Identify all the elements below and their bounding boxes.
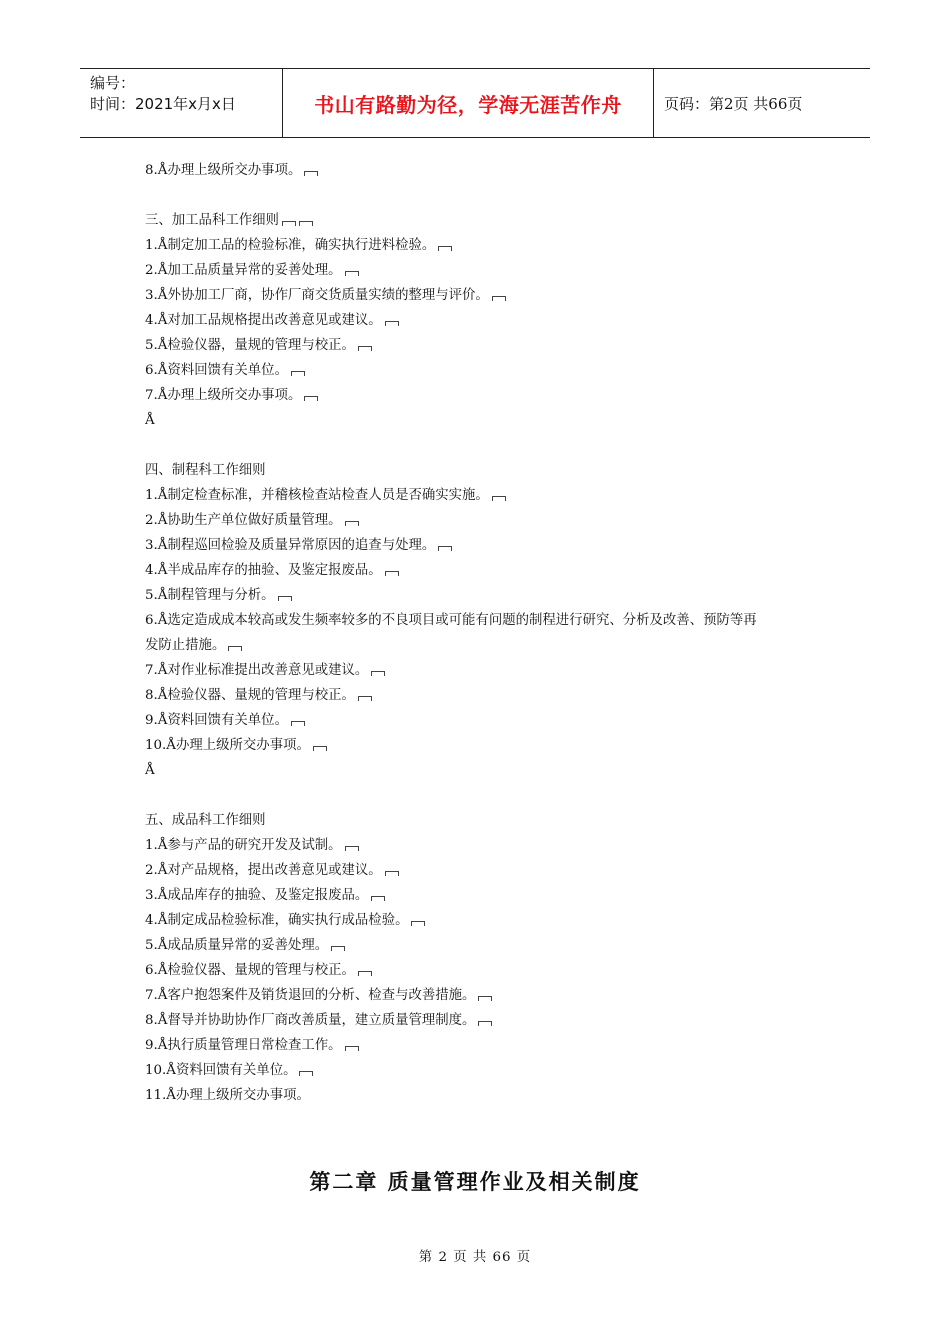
- paragraph-mark-icon: [438, 546, 452, 551]
- serial-number-label: 编号：: [90, 74, 136, 92]
- paragraph-mark-icon: [371, 896, 385, 901]
- line-text: 三、加工品科工作细则: [145, 213, 279, 228]
- line-text: 6.Å检验仪器、量规的管理与校正。: [145, 963, 355, 978]
- paragraph-line: [145, 358, 815, 383]
- paragraph-mark-icon: [385, 871, 399, 876]
- paragraph-mark-icon: [313, 746, 327, 751]
- paragraph-mark-icon: [371, 671, 385, 676]
- line-text: 4.Å对加工品规格提出改善意见或建议。: [145, 313, 382, 328]
- line-text: 4.Å制定成品检验标准，确实执行成品检验。: [145, 913, 409, 928]
- paragraph-mark-icon: [358, 971, 372, 976]
- line-text: 3.Å成品库存的抽验、及鉴定报废品。: [145, 888, 369, 903]
- paragraph-line: [145, 383, 815, 408]
- paragraph-line: [145, 633, 815, 658]
- paragraph-line: [145, 208, 815, 233]
- paragraph-line: [145, 608, 815, 633]
- paragraph-mark-icon: [291, 371, 305, 376]
- header-meta: [80, 69, 282, 137]
- blank-line: [145, 433, 815, 458]
- paragraph-line: [145, 533, 815, 558]
- paragraph-line: [145, 1008, 815, 1033]
- line-text: 10.Å资料回馈有关单位。: [145, 1063, 297, 1078]
- line-text: 2.Å对产品规格，提出改善意见或建议。: [145, 863, 382, 878]
- paragraph-line: [145, 908, 815, 933]
- chapter-title: 第二章 质量管理作业及相关制度: [309, 1170, 641, 1194]
- paragraph-mark-icon: [304, 171, 318, 176]
- line-text: Å: [145, 763, 155, 778]
- paragraph-mark-icon: [478, 1021, 492, 1026]
- paragraph-mark-icon: [345, 271, 359, 276]
- date-label: 时间：2021年x月x日: [90, 95, 236, 113]
- paragraph-line: [145, 833, 815, 858]
- paragraph-line: [145, 483, 815, 508]
- paragraph-line: [145, 308, 815, 333]
- paragraph-line: [145, 1033, 815, 1058]
- paragraph-mark-icon: [291, 721, 305, 726]
- paragraph-line: [145, 558, 815, 583]
- line-text: 10.Å办理上级所交办事项。: [145, 738, 310, 753]
- paragraph-mark-icon: [385, 571, 399, 576]
- paragraph-line: [145, 1083, 815, 1108]
- line-text: 1.Å制定检查标准，并稽核检查站检查人员是否确实实施。: [145, 488, 489, 503]
- line-text: 1.Å参与产品的研究开发及试制。: [145, 838, 342, 853]
- line-text: 7.Å客户抱怨案件及销货退回的分析、检查与改善措施。: [145, 988, 476, 1003]
- paragraph-line: [145, 583, 815, 608]
- paragraph-line: [145, 933, 815, 958]
- paragraph-line: [145, 983, 815, 1008]
- paragraph-line: [145, 408, 815, 433]
- line-text: 5.Å检验仪器，量规的管理与校正。: [145, 338, 355, 353]
- paragraph-line: [145, 758, 815, 783]
- paragraph-line: [145, 283, 815, 308]
- paragraph-mark-icon: [411, 921, 425, 926]
- blank-line: [145, 183, 815, 208]
- line-text: 4.Å半成品库存的抽验、及鉴定报废品。: [145, 563, 382, 578]
- paragraph-mark-icon: [492, 496, 506, 501]
- paragraph-line: [145, 233, 815, 258]
- line-text: 2.Å加工品质量异常的妥善处理。: [145, 263, 342, 278]
- page-header: [80, 68, 870, 138]
- paragraph-mark-icon: [478, 996, 492, 1001]
- paragraph-line: [145, 808, 815, 833]
- paragraph-mark-icon: [299, 1071, 313, 1076]
- paragraph-mark-icon: [345, 521, 359, 526]
- paragraph-line: [145, 458, 815, 483]
- line-text: 9.Å执行质量管理日常检查工作。: [145, 1038, 342, 1053]
- line-text: 6.Å资料回馈有关单位。: [145, 363, 288, 378]
- line-text: 6.Å选定造成成本较高或发生频率较多的不良项目或可能有问题的制程进行研究、分析及改善、预防等再: [145, 613, 757, 628]
- document-body: [145, 158, 815, 1108]
- paragraph-line: [145, 658, 815, 683]
- line-text: 7.Å对作业标准提出改善意见或建议。: [145, 663, 369, 678]
- paragraph-mark-icon: [228, 646, 242, 651]
- line-text: 8.Å检验仪器、量规的管理与校正。: [145, 688, 355, 703]
- line-text: 11.Å办理上级所交办事项。: [145, 1088, 310, 1103]
- paragraph-mark-icon: [278, 596, 292, 601]
- line-text: 3.Å外协加工厂商，协作厂商交货质量实绩的整理与评价。: [145, 288, 489, 303]
- paragraph-line: [145, 708, 815, 733]
- paragraph-line: [145, 883, 815, 908]
- paragraph-mark-icon: [345, 846, 359, 851]
- paragraph-line: [145, 333, 815, 358]
- paragraph-mark-icon: [345, 1046, 359, 1051]
- line-text: 1.Å制定加工品的检验标准，确实执行进料检验。: [145, 238, 436, 253]
- line-text: 五、成品科工作细则: [145, 813, 266, 828]
- paragraph-mark-icon: [304, 396, 318, 401]
- line-text: 2.Å协助生产单位做好质量管理。: [145, 513, 342, 528]
- line-text: 7.Å办理上级所交办事项。: [145, 388, 302, 403]
- page-footer: 第 2 页 共 66 页: [418, 1250, 532, 1265]
- paragraph-mark-icon: [358, 346, 372, 351]
- paragraph-line: [145, 1058, 815, 1083]
- paragraph-mark-icon: [299, 221, 313, 226]
- paragraph-mark-icon: [331, 946, 345, 951]
- header-page-info: 页码：第2页 共66页: [664, 94, 803, 113]
- line-text: 5.Å成品质量异常的妥善处理。: [145, 938, 329, 953]
- paragraph-mark-icon: [282, 221, 296, 226]
- paragraph-line: [145, 858, 815, 883]
- line-text: 发防止措施。: [145, 638, 226, 653]
- paragraph-mark-icon: [438, 246, 452, 251]
- paragraph-mark-icon: [358, 696, 372, 701]
- line-text: 3.Å制程巡回检验及质量异常原因的追查与处理。: [145, 538, 436, 553]
- line-text: 8.Å办理上级所交办事项。: [145, 163, 302, 178]
- paragraph-line: [145, 958, 815, 983]
- line-text: 四、制程科工作细则: [145, 463, 266, 478]
- blank-line: [145, 783, 815, 808]
- line-text: Å: [145, 413, 155, 428]
- paragraph-line: [145, 733, 815, 758]
- motto-text: 书山有路勤为径，学海无涯苦作舟: [314, 92, 622, 117]
- line-text: 8.Å督导并协助协作厂商改善质量，建立质量管理制度。: [145, 1013, 476, 1028]
- line-text: 9.Å资料回馈有关单位。: [145, 713, 288, 728]
- paragraph-line: [145, 683, 815, 708]
- header-motto-cell: [282, 69, 654, 137]
- line-text: 5.Å制程管理与分析。: [145, 588, 275, 603]
- paragraph-line: [145, 158, 815, 183]
- paragraph-line: [145, 508, 815, 533]
- paragraph-mark-icon: [385, 321, 399, 326]
- paragraph-mark-icon: [492, 296, 506, 301]
- paragraph-line: [145, 258, 815, 283]
